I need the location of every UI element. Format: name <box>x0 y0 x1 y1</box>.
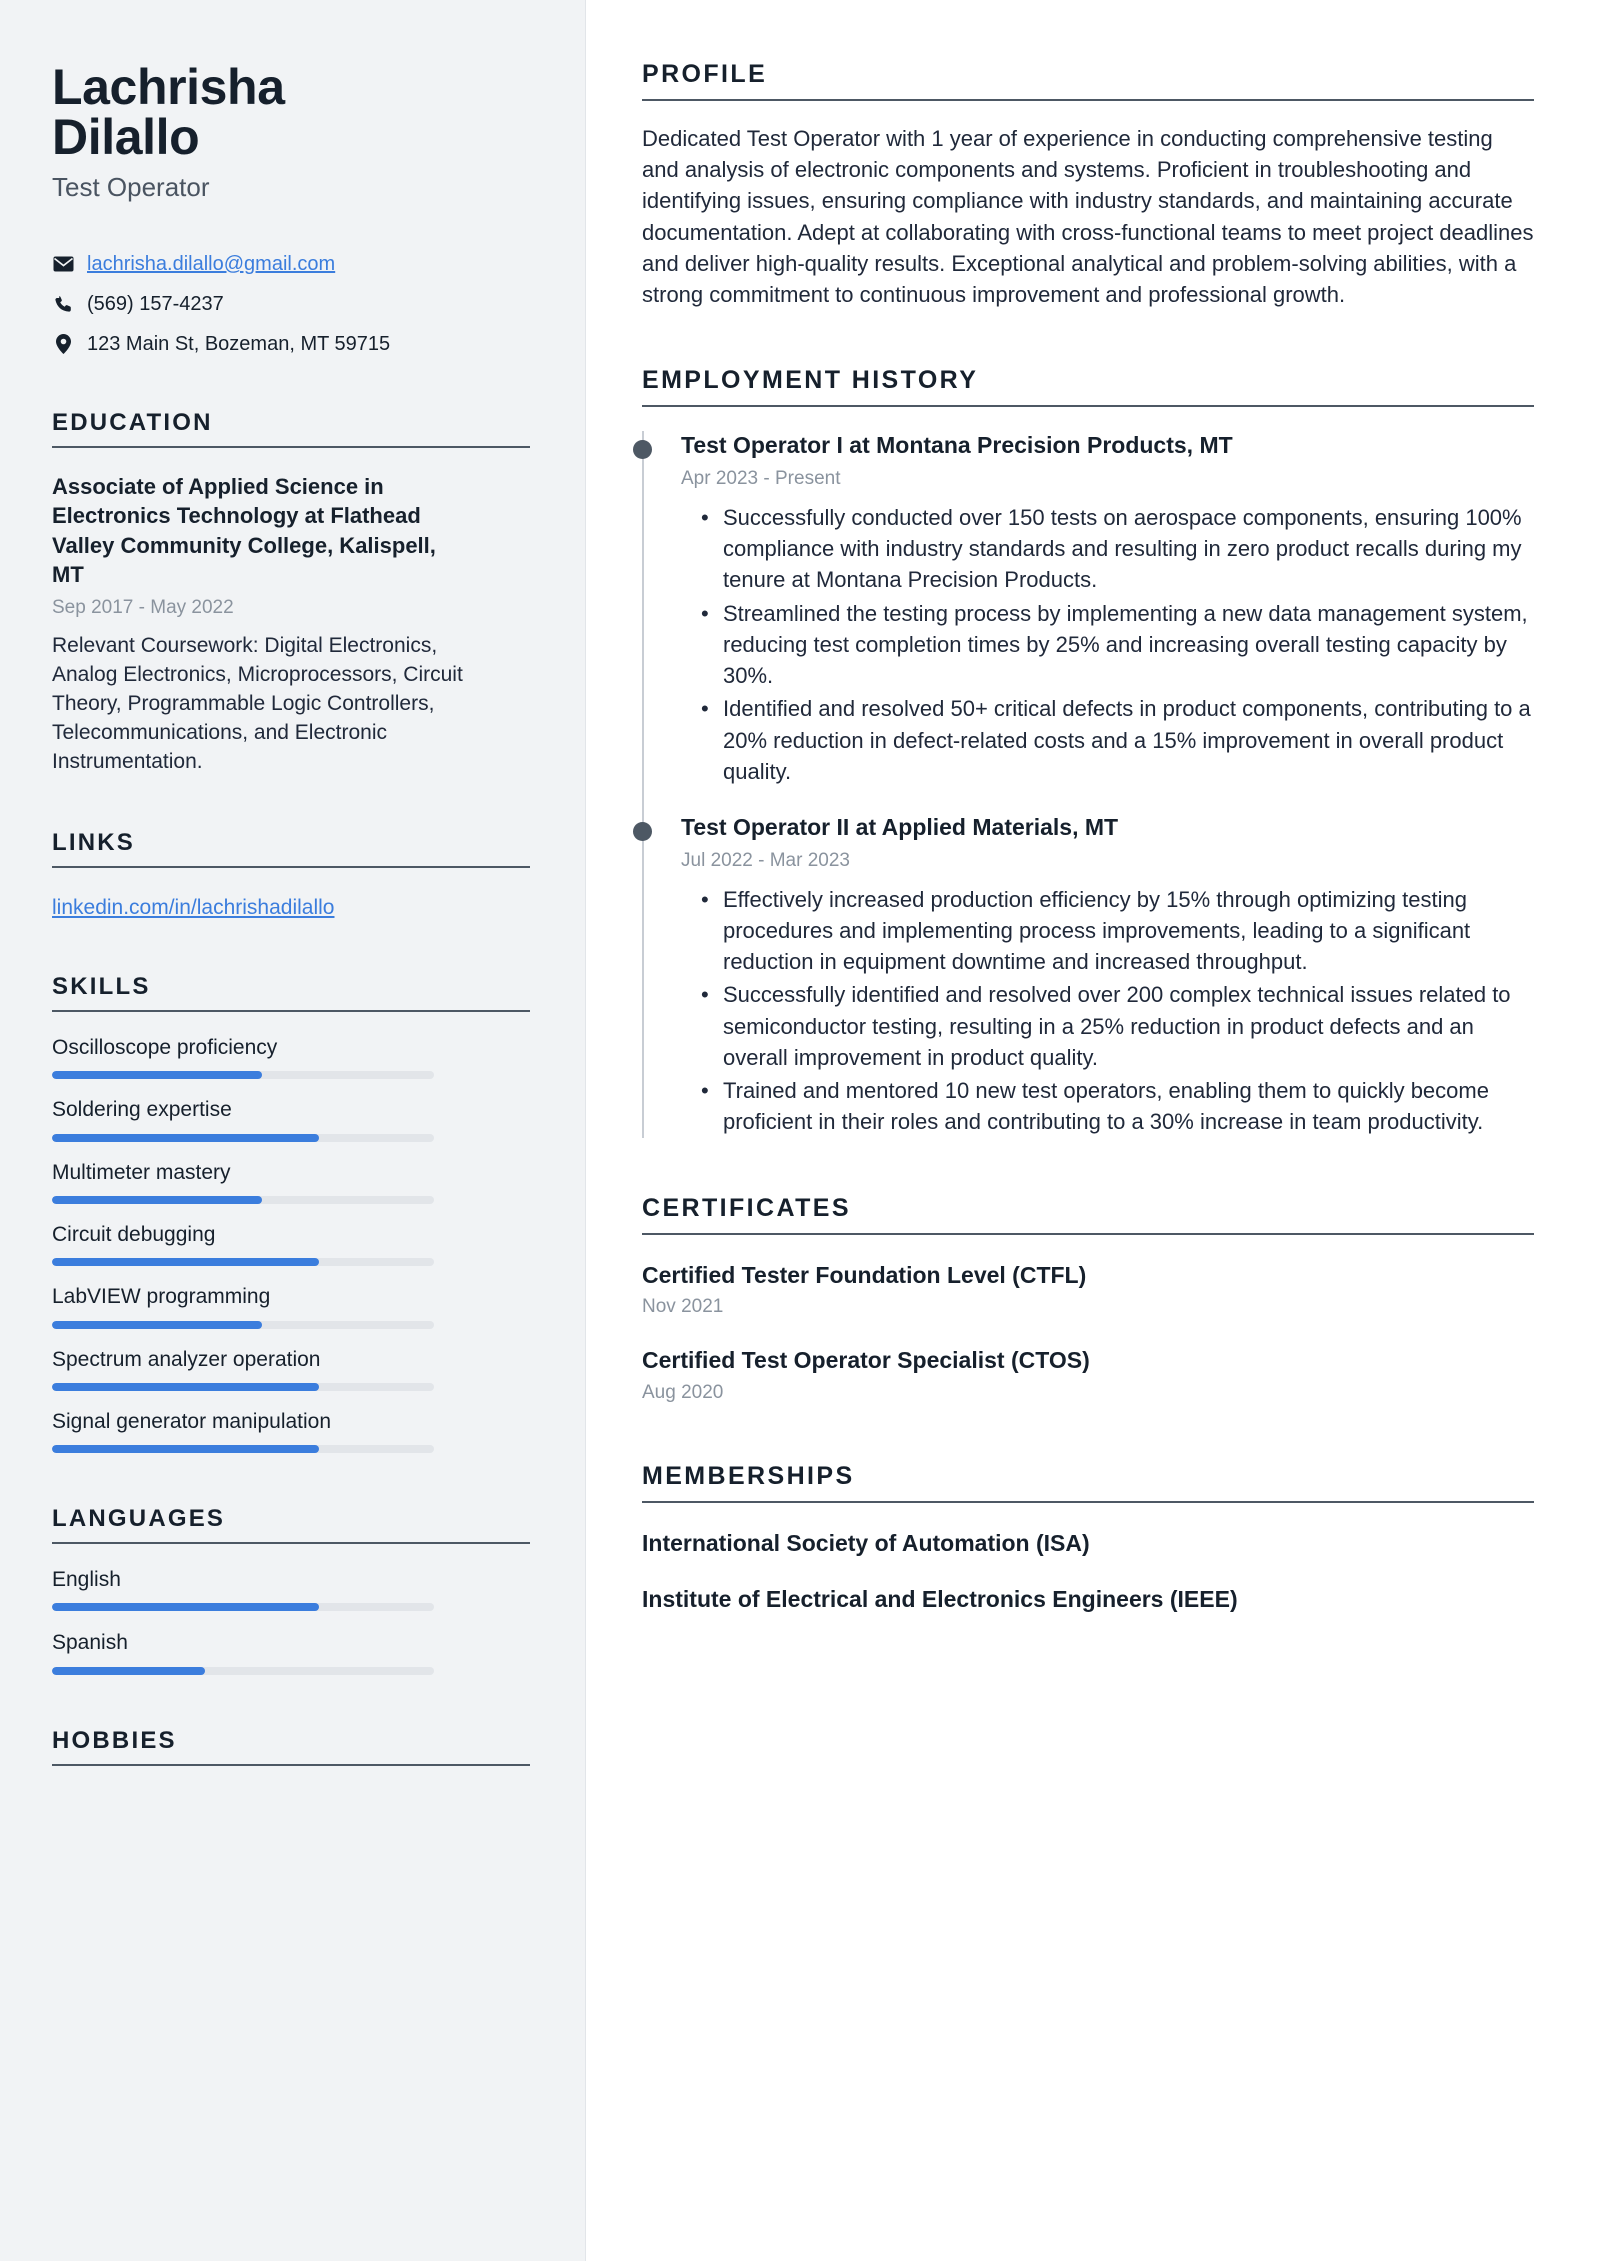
skill-label: Signal generator manipulation <box>52 1409 332 1433</box>
skill-label: LabVIEW programming <box>52 1285 271 1309</box>
education-description: Relevant Coursework: Digital Electronics, Analog Electronics, Microprocessors, Circuit Theory, Programmable Logic Controllers, Telecommunications, and Electronic Instrumentation. <box>52 633 463 773</box>
contact-block <box>52 251 533 357</box>
skill-item <box>52 1408 533 1453</box>
employment-bullet: • Successfully identified and resolved over 200 complex technical issues related to semiconductor testing, resulting in a 25% reduction in product defects and an overall improvement in product quality. <box>723 979 1534 1073</box>
certificate-item <box>642 1261 1534 1321</box>
certificate-date: Nov 2021 <box>642 1296 724 1318</box>
certificate-name: Certified Tester Foundation Level (CTFL) <box>642 1261 1087 1288</box>
sidebar-section-hobbies <box>52 1727 533 1766</box>
map-pin-icon <box>52 334 74 354</box>
skill-level-bar <box>52 1071 434 1079</box>
skill-level-bar <box>52 1134 434 1142</box>
memberships-heading: MEMBERSHIPS <box>642 1462 1534 1503</box>
sidebar-section-languages <box>52 1505 533 1675</box>
education-degree: Associate of Applied Science in Electronics Technology at Flathead Valley Community College, Kalispell, MT <box>52 474 436 587</box>
skill-item <box>52 1221 533 1266</box>
profile-text: Dedicated Test Operator with 1 year of experience in conducting comprehensive testing and analysis of electronic components and systems. Proficient in troubleshooting and identifying issues, ensuring compliance with industry standards, and maintaining accurate documentation. Adept at collaborating with cross-functional teams to meet project deadlines and deliver high-quality results. Exceptional analytical and problem-solving abilities, with a strong commitment to continuous improvement and professional growth. <box>642 126 1534 308</box>
languages-heading: LANGUAGES <box>52 1505 530 1544</box>
links-heading: LINKS <box>52 829 530 868</box>
employment-bullet: • Successfully conducted over 150 tests on aerospace components, ensuring 100% compliance with industry standards and resulting in zero product recalls during my tenure at Montana Precision Products. <box>723 502 1534 596</box>
employment-bullets <box>681 884 1534 1138</box>
language-item <box>52 1566 533 1611</box>
certificate-item <box>642 1346 1534 1406</box>
membership-item: Institute of Electrical and Electronics Engineers (IEEE) <box>642 1585 1238 1612</box>
level-fill <box>52 1603 319 1611</box>
certificate-name: Certified Test Operator Specialist (CTOS) <box>642 1347 1090 1374</box>
employment-heading: EMPLOYMENT HISTORY <box>642 366 1534 407</box>
employment-entry <box>681 813 1534 1137</box>
sidebar-section-education <box>52 409 533 777</box>
main-section-memberships <box>642 1462 1534 1615</box>
membership-item: International Society of Automation (ISA) <box>642 1529 1090 1556</box>
employment-dates: Apr 2023 - Present <box>681 468 841 490</box>
employment-title: Test Operator I at Montana Precision Products, MT <box>681 432 1233 459</box>
envelope-icon <box>52 256 74 272</box>
main-section-certificates <box>642 1194 1534 1406</box>
link-item-linkedin[interactable]: linkedin.com/in/lachrishadilallo <box>52 895 335 919</box>
skill-label: Spectrum analyzer operation <box>52 1347 321 1371</box>
skill-label: Multimeter mastery <box>52 1160 231 1184</box>
contact-address-row <box>52 331 533 357</box>
email-value[interactable]: lachrisha.dilallo@gmail.com <box>87 253 336 276</box>
main-section-employment <box>642 366 1534 1137</box>
employment-bullet: • Effectively increased production efficiency by 15% through optimizing testing procedures and implementing process improvements, leading to a significant reduction in equipment downtime and increased throughput. <box>723 884 1534 978</box>
contact-phone-row <box>52 291 533 317</box>
employment-bullet: • Streamlined the testing process by implementing a new data management system, reducing test completion times by 25% and increasing overall testing capacity by 30%. <box>723 598 1534 692</box>
language-label: English <box>52 1568 121 1592</box>
employment-bullet: • Identified and resolved 50+ critical defects in product components, contributing to a 20% reduction in defect-related costs and a 15% improvement in overall product quality. <box>723 693 1534 787</box>
skill-item <box>52 1283 533 1328</box>
main-section-profile <box>642 60 1534 310</box>
certificates-heading: CERTIFICATES <box>642 1194 1534 1235</box>
level-fill <box>52 1383 319 1391</box>
skills-list <box>52 1034 533 1453</box>
employment-timeline <box>642 431 1534 1137</box>
skill-item <box>52 1346 533 1391</box>
level-fill <box>52 1321 262 1329</box>
language-label: Spanish <box>52 1631 128 1655</box>
skill-level-bar <box>52 1196 434 1204</box>
skill-item <box>52 1159 533 1204</box>
education-heading: EDUCATION <box>52 409 530 448</box>
address-value: 123 Main St, Bozeman, MT 59715 <box>87 333 391 356</box>
level-fill <box>52 1071 262 1079</box>
timeline-dot-icon <box>633 440 652 459</box>
skill-label: Soldering expertise <box>52 1098 232 1122</box>
phone-value: (569) 157-4237 <box>87 293 224 316</box>
page-title: Lachrisha Dilallo <box>52 59 285 165</box>
skill-level-bar <box>52 1321 434 1329</box>
skill-level-bar <box>52 1258 434 1266</box>
timeline-dot-icon <box>633 822 652 841</box>
language-item <box>52 1629 533 1674</box>
sidebar <box>0 0 586 2261</box>
memberships-list <box>642 1529 1534 1615</box>
employment-title: Test Operator II at Applied Materials, MT <box>681 814 1119 841</box>
certificates-list <box>642 1261 1534 1406</box>
skills-heading: SKILLS <box>52 973 530 1012</box>
phone-icon <box>52 295 74 314</box>
language-level-bar <box>52 1603 434 1611</box>
sidebar-section-skills <box>52 973 533 1453</box>
level-fill <box>52 1196 262 1204</box>
level-fill <box>52 1445 319 1453</box>
skill-label: Circuit debugging <box>52 1222 216 1246</box>
languages-list <box>52 1566 533 1675</box>
employment-bullets <box>681 502 1534 787</box>
level-fill <box>52 1667 205 1675</box>
skill-item <box>52 1096 533 1141</box>
skill-item <box>52 1034 533 1079</box>
skill-level-bar <box>52 1383 434 1391</box>
sidebar-section-links <box>52 829 533 921</box>
certificate-date: Aug 2020 <box>642 1382 724 1404</box>
employment-dates: Jul 2022 - Mar 2023 <box>681 849 850 871</box>
skill-label: Oscilloscope proficiency <box>52 1036 278 1060</box>
education-entry <box>52 472 533 777</box>
main-column <box>586 0 1600 2261</box>
employment-entry <box>681 431 1534 787</box>
job-title-subtitle: Test Operator <box>52 172 210 202</box>
level-fill <box>52 1134 319 1142</box>
employment-bullet: • Trained and mentored 10 new test operators, enabling them to quickly become proficient in their roles and contributing to a 30% increase in team productivity. <box>723 1075 1534 1137</box>
level-fill <box>52 1258 319 1266</box>
skill-level-bar <box>52 1445 434 1453</box>
language-level-bar <box>52 1667 434 1675</box>
hobbies-heading: HOBBIES <box>52 1727 530 1766</box>
education-dates: Sep 2017 - May 2022 <box>52 597 234 619</box>
contact-email-row[interactable] <box>52 251 533 277</box>
profile-heading: PROFILE <box>642 60 1534 101</box>
